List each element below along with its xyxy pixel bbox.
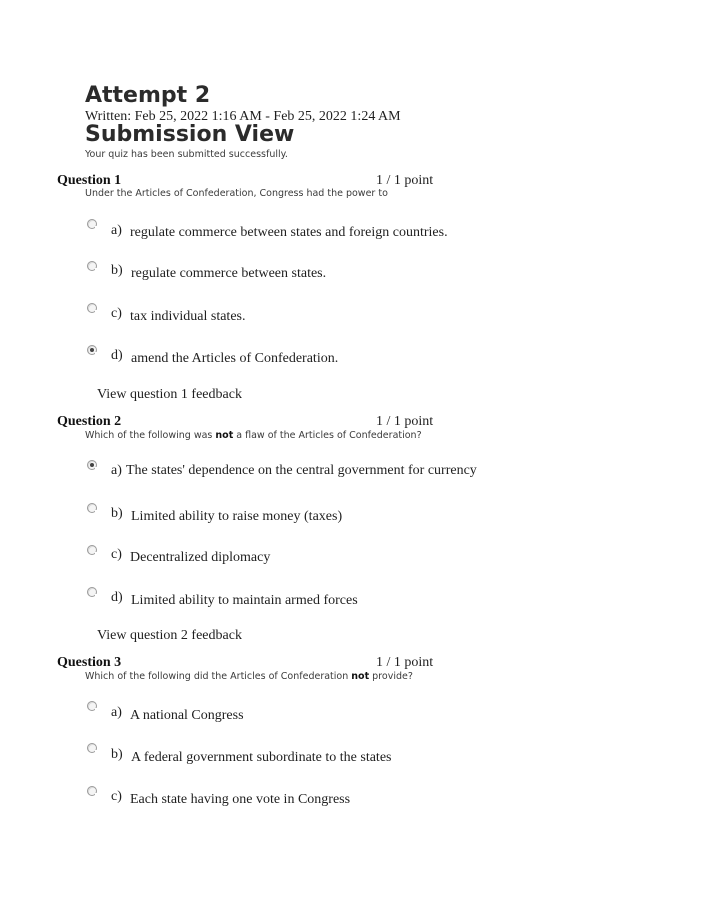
prompt-keyword: not [215, 430, 234, 441]
written-timestamp: Written: Feb 25, 2022 1:16 AM - Feb 25, 2022 1:24 AM [85, 109, 401, 124]
question-2-option-c-radio[interactable] [87, 545, 97, 555]
option-letter: b) [111, 747, 123, 762]
option-letter: c) [111, 306, 122, 321]
submitted-message: Your quiz has been submitted successfully. [85, 149, 288, 160]
question-3-option-a-text: A national Congress [130, 708, 244, 723]
question-1-option-b-radio[interactable] [87, 261, 97, 271]
question-1-option-c-radio[interactable] [87, 303, 97, 313]
question-2-title: Question 2 [57, 414, 122, 429]
question-1-option-a-text: regulate commerce between states and foreign countries. [130, 225, 448, 240]
question-2-option-a-text: The states' dependence on the central government for currency [126, 463, 477, 478]
question-1-option-d-text: amend the Articles of Confederation. [131, 351, 339, 366]
option-letter: b) [111, 506, 123, 521]
question-3-option-b-text: A federal government subordinate to the states [131, 750, 392, 765]
question-1-title: Question 1 [57, 173, 122, 188]
question-1-prompt: Under the Articles of Confederation, Congress had the power to [85, 188, 388, 199]
question-2-feedback-link[interactable]: View question 2 feedback [97, 628, 242, 643]
question-2-prompt: Which of the following was not a flaw of the Articles of Confederation? [85, 430, 422, 441]
option-letter: c) [111, 547, 122, 562]
submission-view-title: Submission View [85, 122, 295, 147]
question-2-option-c-text: Decentralized diplomacy [130, 550, 271, 565]
question-3-option-c-radio[interactable] [87, 786, 97, 796]
question-2-option-d-radio[interactable] [87, 587, 97, 597]
question-2-option-b-text: Limited ability to raise money (taxes) [131, 509, 343, 524]
option-letter: a) [111, 223, 122, 238]
question-2-option-d-text: Limited ability to maintain armed forces [131, 593, 358, 608]
question-3-title: Question 3 [57, 655, 122, 670]
question-2-option-a-radio[interactable] [87, 460, 97, 470]
option-letter: d) [111, 590, 123, 605]
question-1-option-b-text: regulate commerce between states. [131, 266, 327, 281]
question-2-option-b-radio[interactable] [87, 503, 97, 513]
option-letter: b) [111, 263, 123, 278]
question-3-option-b-radio[interactable] [87, 743, 97, 753]
question-3-option-a-radio[interactable] [87, 701, 97, 711]
question-1-option-a-radio[interactable] [87, 219, 97, 229]
attempt-title: Attempt 2 [85, 83, 211, 108]
option-letter: a) [111, 463, 122, 478]
question-2-points: 1 / 1 point [376, 414, 434, 429]
option-letter: c) [111, 789, 122, 804]
question-1-option-c-text: tax individual states. [130, 309, 246, 324]
question-3-points: 1 / 1 point [376, 655, 434, 670]
option-letter: d) [111, 348, 123, 363]
prompt-keyword: not [351, 671, 370, 682]
question-1-points: 1 / 1 point [376, 173, 434, 188]
option-letter: a) [111, 705, 122, 720]
question-3-option-c-text: Each state having one vote in Congress [130, 792, 351, 807]
question-1-feedback-link[interactable]: View question 1 feedback [97, 387, 242, 402]
question-3-prompt: Which of the following did the Articles of Confederation not provide? [85, 671, 413, 682]
question-1-option-d-radio[interactable] [87, 345, 97, 355]
